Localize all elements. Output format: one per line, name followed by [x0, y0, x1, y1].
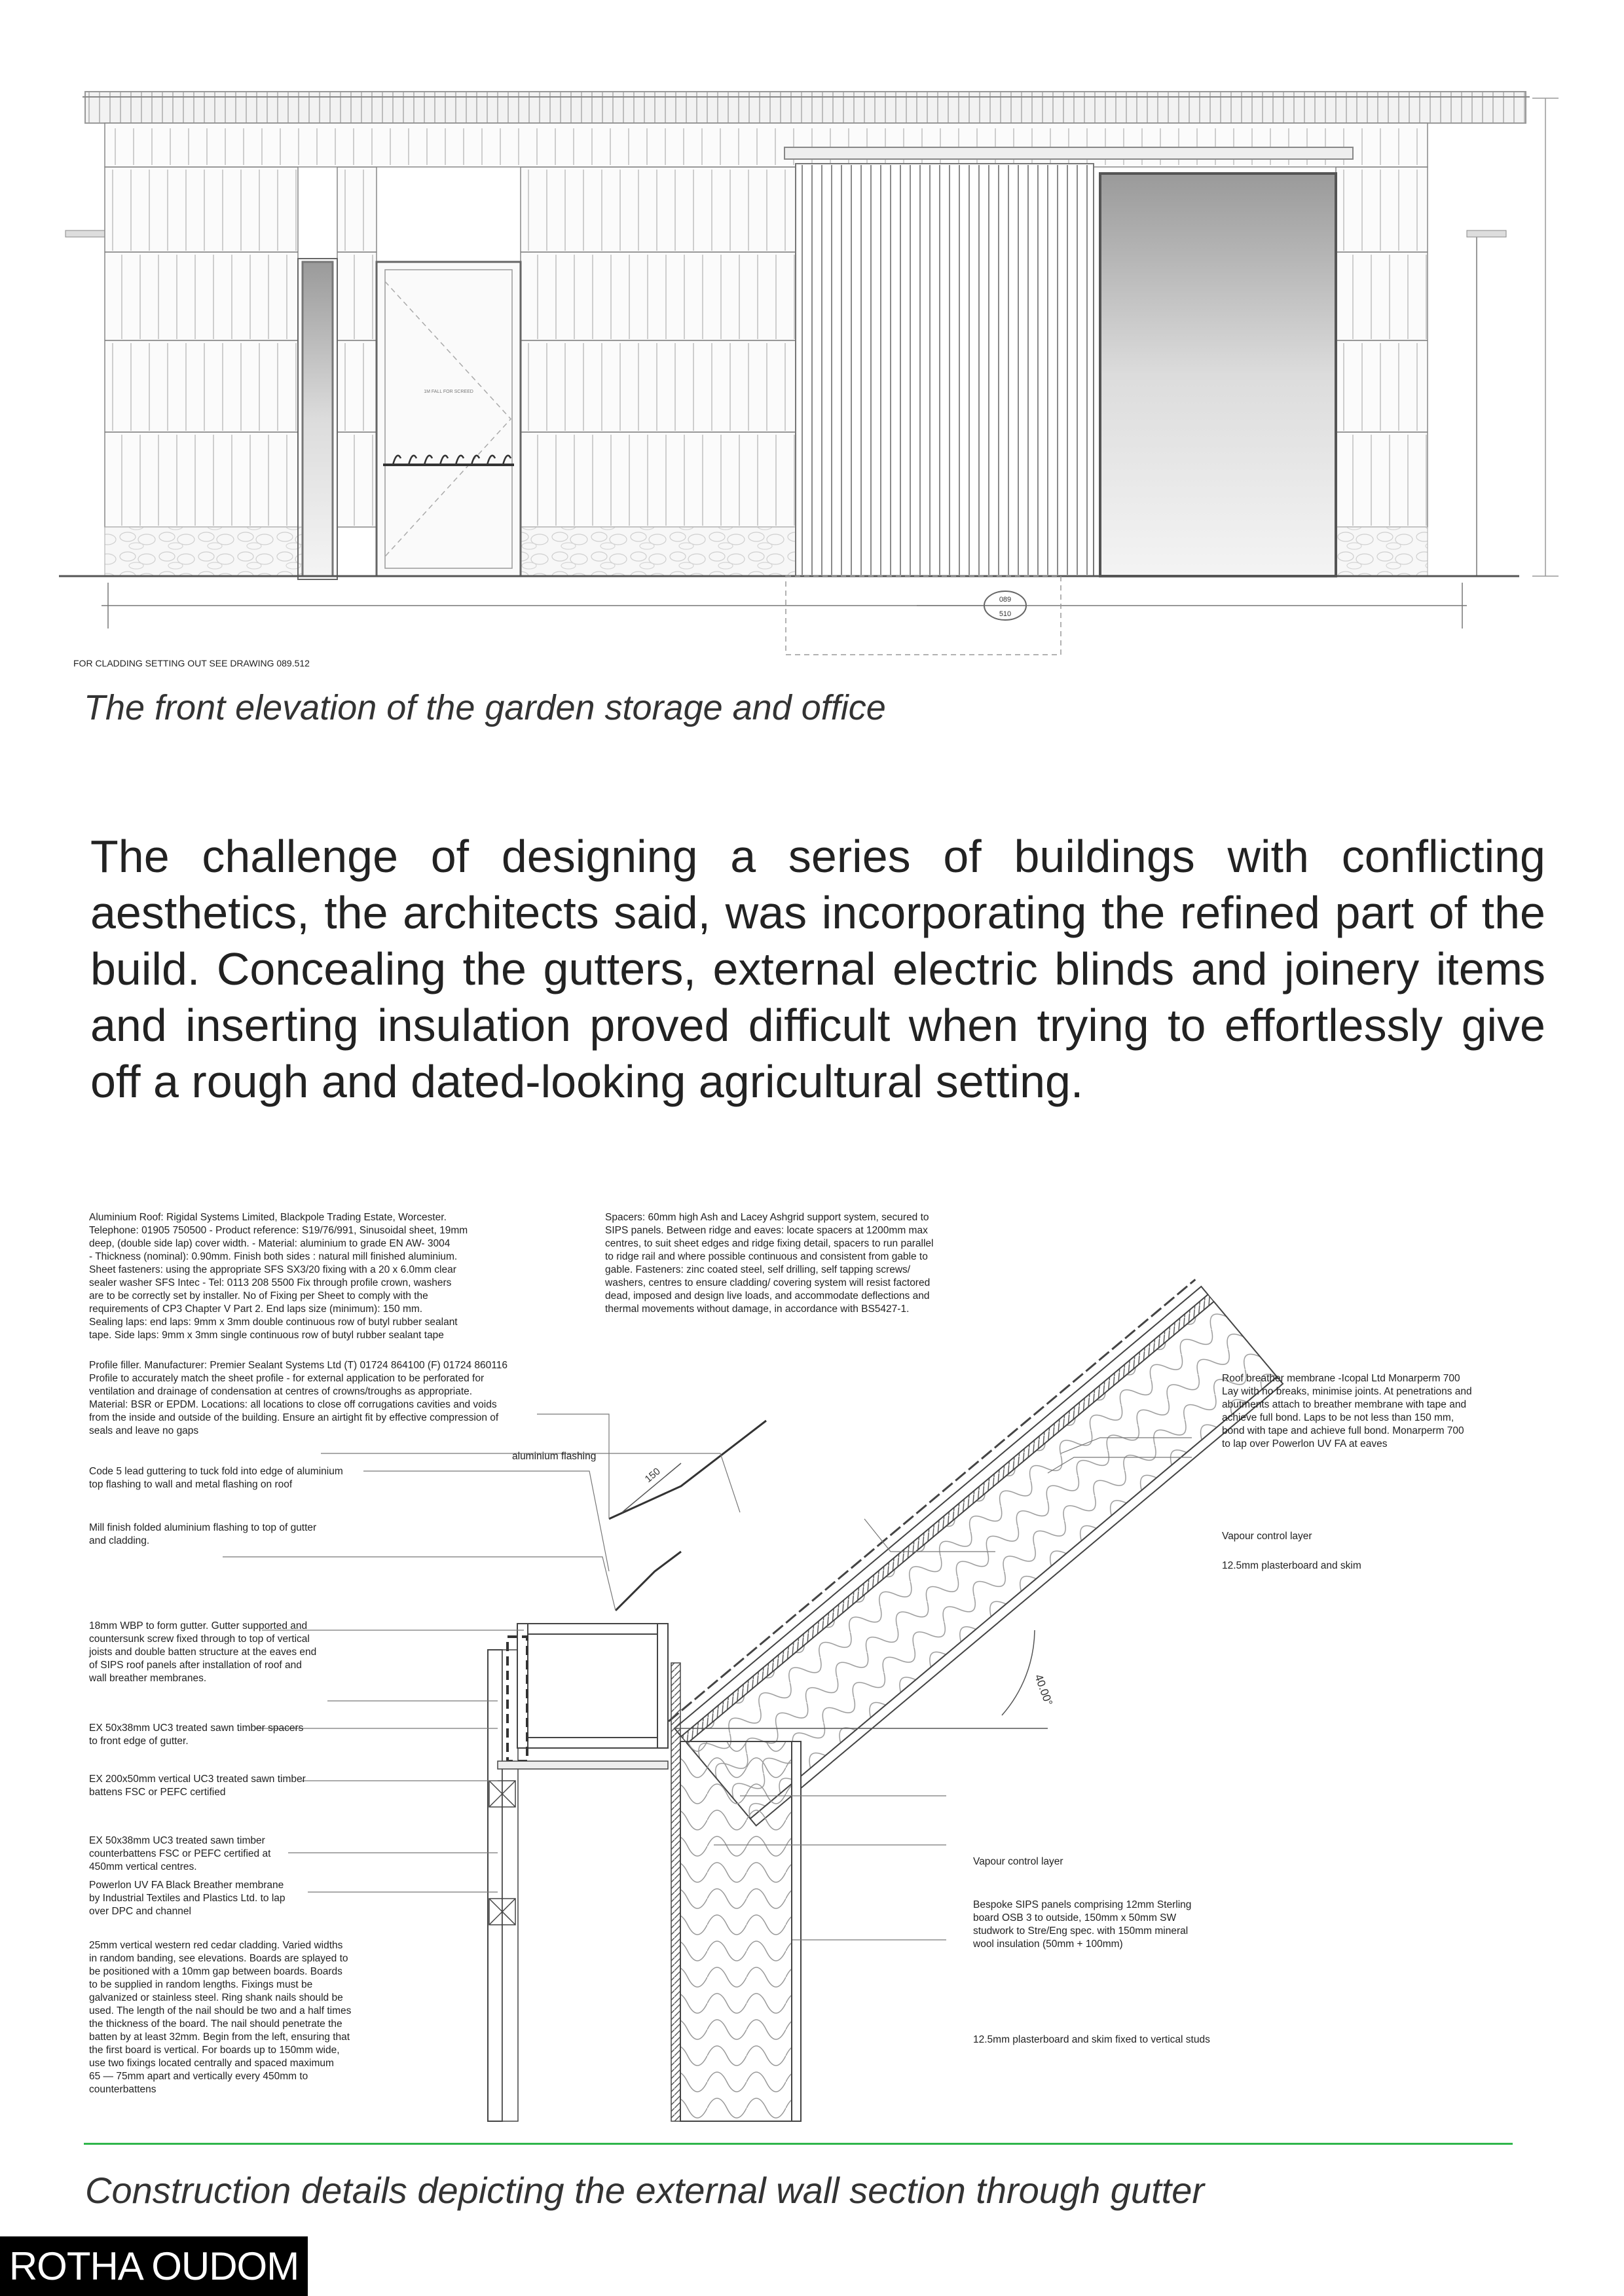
right-eaves [1467, 230, 1506, 237]
wall-cladding [488, 1650, 502, 2121]
angle-label: 40.00° [1032, 1672, 1055, 1707]
note-aluminium-roof: Aluminium Roof: Rigidal Systems Limited, Blackpole Trading Estate, Worcester. Telephone: 01905 750500 - Product reference: S19/76/991, Sinusoidal sheet, 19mm deep, (double side lap) cover width. - Material: aluminium to grade EN AW- 3004 - Thickness (nominal): 0.90mm. Finish both sides : natural mill finished aluminium. Sheet fasteners: using the appropriate SFS SX3/20 fixing with a 20 x 6.0mm clear sealer washer SFS Intec - Tel: 0113 208 5500 Fix through profile crown, washers are to be correctly set by installer. No of Fixing per Sheet to comply with the requirements of CP3 Chapter V Part 2. End laps size (minimum): 150 mm. Sealing laps: end laps: 9mm x 3mm double continuous row of butyl rubber sealant tape. Side laps: 9mm x 3mm single continuous row of butyl rubber sealant tape [89, 1212, 468, 1341]
note-wbp-gutter: 18mm WBP to form gutter. Gutter supported and countersunk screw fixed through to top of vertical joists and double batten structure at the eaves end of SIPS roof panels after installation of roof and wall breather membranes. [89, 1620, 317, 1684]
left-eaves [65, 230, 106, 237]
angle-arc [1002, 1630, 1035, 1715]
note-vertical-battens: EX 200x50mm vertical UC3 treated sawn timber battens FSC or PEFC certified [89, 1774, 306, 1798]
note-sips-panels: Bespoke SIPS panels comprising 12mm Sterling board OSB 3 to outside, 150mm x 50mm SW studwork to Stre/Eng spec. with 150mm mineral wool insulation (50mm + 100mm) [973, 1899, 1192, 1950]
wall-battens [502, 1650, 518, 2121]
door-note: 1M FALL FOR SCREED [424, 390, 473, 394]
wall-osb [671, 1663, 680, 2121]
caption-construction-details: Construction details depicting the external wall section through gutter [85, 2170, 1204, 2211]
drawing-reference-tag [984, 591, 1026, 620]
stone-plinth-right [1336, 527, 1428, 576]
tall-window [303, 262, 333, 576]
note-roof-breather-membrane: Roof breather membrane -Icopal Ltd Monarperm 700 Lay with no breaks, minimise joints. At penetrations and abutments attach to breather membrane with tape and achieve full bond. Laps to be not less than 150 mm, bond with tape and achieve full bond. Monarperm 700 to lap over Powerlon UV FA at eaves [1222, 1373, 1472, 1449]
body-paragraph: The challenge of designing a series of buildings with conflicting aesthetics, the architects said, was incorporating the refined part of the build. Concealing the gutters, external electric blinds and joinery items and inserting insulation proved difficult when trying to effortlessly give off a rough and dated-looking agricultural setting. [90, 831, 1545, 1107]
note-vapour-control-wall: Vapour control layer [973, 1856, 1063, 1867]
accent-divider [84, 2143, 1513, 2145]
wall-plasterboard [792, 1741, 801, 2121]
entrance-door [377, 262, 521, 576]
note-timber-spacers: EX 50x38mm UC3 treated sawn timber spacers to front edge of gutter. [89, 1722, 304, 1747]
dim-150 [622, 1463, 681, 1512]
elevation-note: FOR CLADDING SETTING OUT SEE DRAWING 089.512 [73, 658, 310, 668]
stone-plinth-mid [521, 527, 799, 576]
note-plasterboard-roof: 12.5mm plasterboard and skim [1222, 1560, 1361, 1571]
note-profile-filler: Profile filler. Manufacturer: Premier Sealant Systems Ltd (T) 01724 864100 (F) 01724 860116 Profile to accurately match the sheet profile - for external application to be perforated for ventilation and drainage of condensation at centres of crowns/troughs as appropriate. Material: BSR or EPDM. Locations: all locations to close off corrugations cavities and voids from the inside and outside of the building. Ensure an airtight fit by effective compression of seals and leave no gaps [89, 1360, 507, 1436]
note-aluminium-flashing: aluminium flashing [512, 1451, 597, 1462]
front-elevation-drawing [0, 0, 1624, 694]
gutter [498, 1624, 668, 1769]
author-label: ROTHA OUDOM [0, 2236, 308, 2296]
note-folded-flashing: Mill finish folded aluminium flashing to top of gutter and cladding. [89, 1522, 317, 1546]
note-cedar-cladding: 25mm vertical western red cedar cladding. Varied widths in random banding, see elevations. Boards are splayed to be positioned with a 10mm gap between boards. Boards to be supplied in random lengths. Fixings must be galvanized or stainless steel. Ring shank nails should be used. The length of the nail should be two and a half times the thickness of the board. The nail should penetrate the batten by at least 32mm. Begin from the left, ensuring that the first board is vertical. For boards up to 150mm wide, use two fixings located centrally and spaced maximum 65 — 75mm apart and vertically every 450mm to counterbattens [89, 1940, 352, 2095]
note-vapour-control-roof: Vapour control layer [1222, 1531, 1312, 1542]
stone-plinth-left [105, 527, 304, 576]
note-breather-membrane: Powerlon UV FA Black Breather membrane by Industrial Textiles and Plastics Ltd. to lap over DPC and channel [89, 1880, 286, 1917]
note-plasterboard-wall: 12.5mm plasterboard and skim fixed to vertical studs [973, 2034, 1210, 2045]
large-glazed-opening [1100, 173, 1336, 576]
note-lead-guttering: Code 5 lead guttering to tuck fold into edge of aluminium top flashing to wall and metal flashing on roof [89, 1466, 343, 1490]
tag-top: 089 [999, 596, 1012, 604]
caption-front-elevation: The front elevation of the garden storage and office [84, 688, 886, 727]
svg-text:150: 150 [642, 1465, 663, 1485]
vertical-slatted-screen [796, 164, 1094, 576]
note-spacers: Spacers: 60mm high Ash and Lacey Ashgrid support system, secured to SIPS panels. Between ridge and eaves: locate spacers at 1200mm max centres, to suit sheet edges and ridge fixing detail, spacers to run parallel to ridge rail and where possible continuous and consistent from gable to gable. Fasteners: zinc coated steel, self drilling, self tapping screws/ washers, centres to ensure cladding/ covering system will resist factored dead, imposed and design live loads, and accommodate deflections and thermal movements without damage, in accordance with BS5427-1. [605, 1212, 934, 1315]
sliding-screen-header [784, 147, 1353, 159]
tag-bottom: 510 [999, 610, 1012, 618]
note-counterbattens: EX 50x38mm UC3 treated sawn timber counterbattens FSC or PEFC certified at 450mm vertical centres. [89, 1835, 271, 1872]
wall-insulation [680, 1741, 792, 2121]
